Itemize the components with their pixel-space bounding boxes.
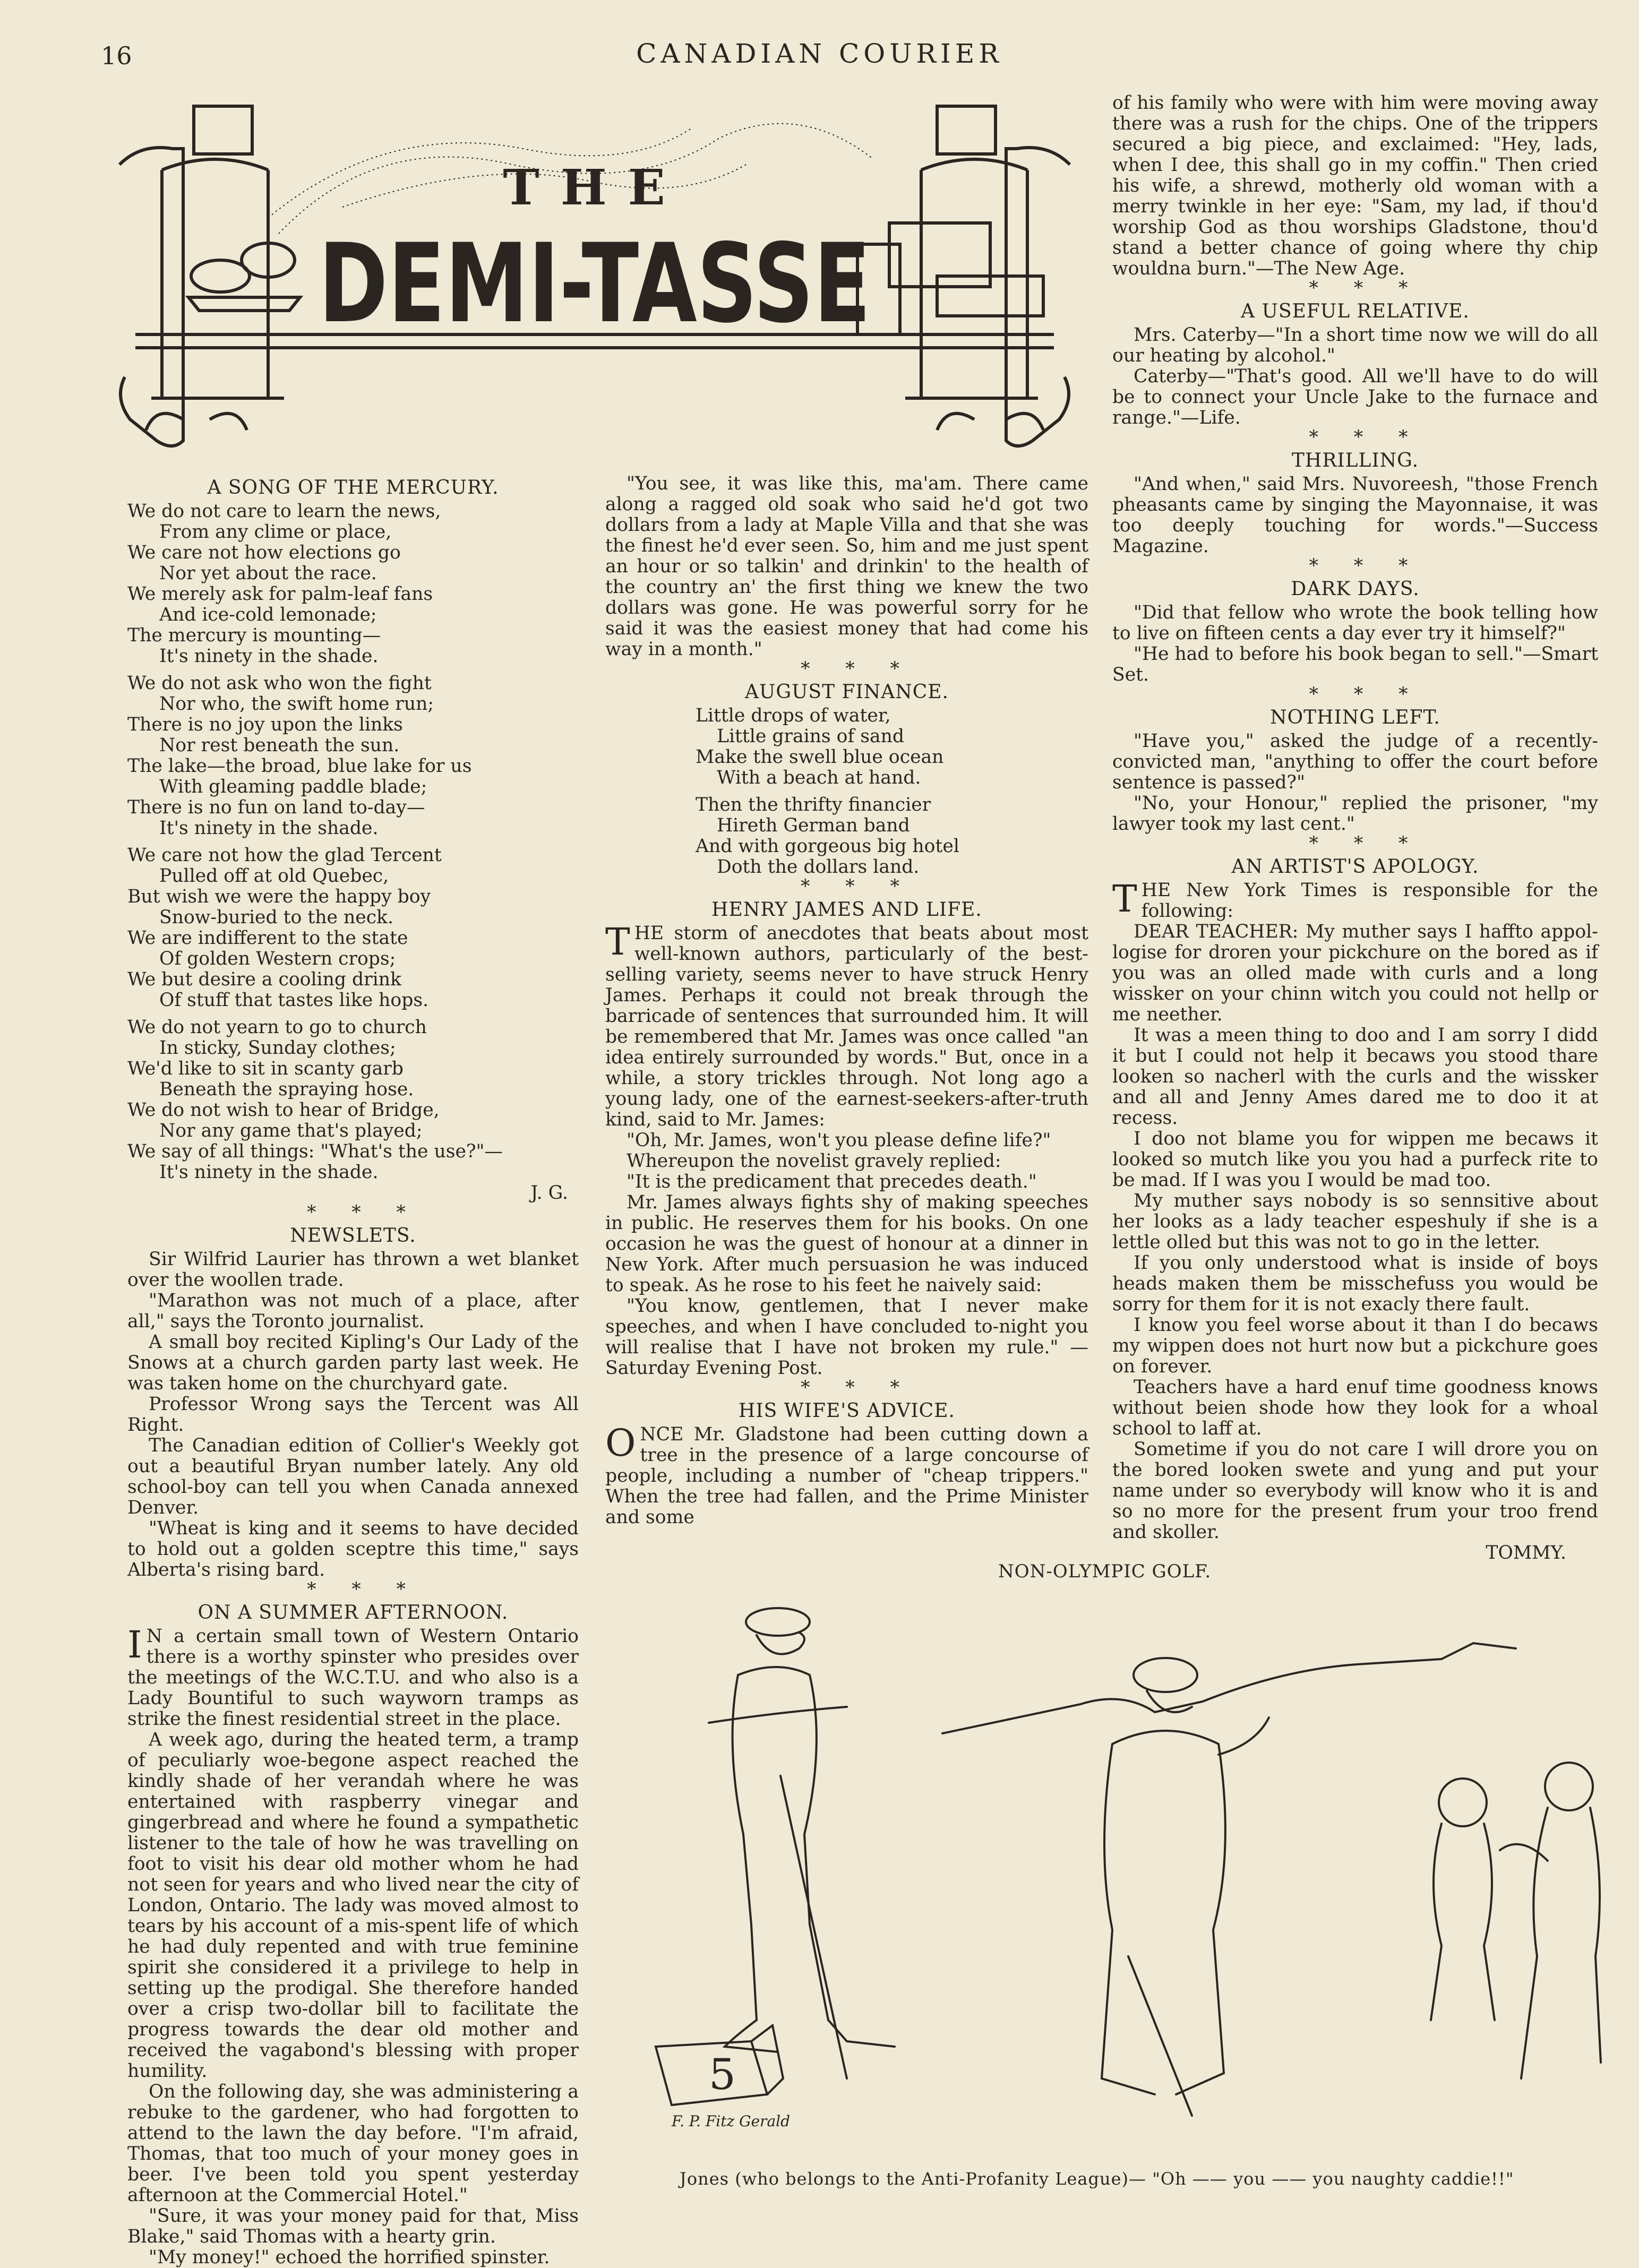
verse-line: Little grains of sand <box>717 726 905 747</box>
artist-intro <box>1112 877 1598 922</box>
song-title: A SONG OF THE MERCURY. <box>207 477 499 499</box>
newslet-item: "Wheat is king and it seems to have decided to hold out a golden sceptre this time," says Alberta's rising bard. <box>127 1518 579 1580</box>
artist-paragraph: DEAR TEACHER: My muther says I haffto appol-logise for droren your pickchure on the bored as if you was an olled made with curls and a long wissker on your chinn witch you could not hellp or me neether. <box>1112 921 1598 1025</box>
useful-paragraph: Mrs. Caterby—"In a short time now we will do all our heating by alcohol." <box>1112 324 1598 366</box>
verse-line: Of stuff that tastes like hops. <box>159 990 429 1011</box>
verse-line: We merely ask for palm-leaf fans <box>127 583 433 605</box>
verse-line: Hireth German band <box>717 815 910 836</box>
wife-paragraph <box>605 1421 1088 1528</box>
verse-line: But wish we were the happy boy <box>127 886 431 907</box>
running-title: CANADIAN COURIER <box>636 38 1003 69</box>
song-verse <box>127 501 579 1183</box>
section-separator: * * * <box>1309 555 1423 577</box>
verse-line: Nor any game that's played; <box>159 1120 423 1141</box>
verse-line: Snow-buried to the neck. <box>159 907 394 928</box>
verse-line: There is no fun on land to-day— <box>127 797 425 818</box>
useful-title: A USEFUL RELATIVE. <box>1241 300 1470 322</box>
wife-title: HIS WIFE'S ADVICE. <box>739 1400 955 1422</box>
artist-title: AN ARTIST'S APOLOGY. <box>1231 856 1479 878</box>
stanza <box>127 1017 579 1183</box>
henry-paragraph: "It is the predicament that precedes death." <box>627 1171 1037 1192</box>
verse-line: And with gorgeous big hotel <box>696 836 959 857</box>
verse-line: We do not ask who won the fight <box>127 673 432 694</box>
summer-paragraph: A week ago, during the heated term, a tramp of peculiarly woe-begone aspect reached the kindly shade of her verandah where he was entertained with raspberry vinegar and gingerbread and where he found a sympathetic listener to the tale of how he was travelling on foot to visit his dear old mother whom he had not seen for years and who lived near the city of London, Ontario. The lady was moved almost to tears by his account of a mis-spent life of which he had duly repented and with true feminine spirit she considered it a privilege to help in setting up the prodigal. She therefore handed over a crisp two-dollar bill to facilitate the progress towards the dear old mother and received the vagabond's blessing with proper humility. <box>127 1729 579 2082</box>
verse-line: We care not how the glad Tercent <box>127 845 442 866</box>
henry-paragraph <box>605 920 1088 1130</box>
artist-signature: TOMMY. <box>1486 1542 1566 1563</box>
henry-paragraph: "You know, gentlemen, that I never make speeches, and when I have concluded to-night you will realise that I have not broken my rule." — Saturday Evening Post. <box>605 1295 1088 1379</box>
verse-line: We but desire a cooling drink <box>127 969 401 990</box>
henry-title: HENRY JAMES AND LIFE. <box>711 899 982 921</box>
summer-title: ON A SUMMER AFTERNOON. <box>198 1602 509 1623</box>
newslet-item: Professor Wrong says the Tercent was All Right. <box>127 1394 579 1436</box>
verse-line: In sticky, Sunday clothes; <box>159 1037 396 1059</box>
artist-signature-cartoon: F. P. Fitz Gerald <box>672 2112 791 2130</box>
drop-cap: T <box>1112 877 1137 921</box>
song-signature: J. G. <box>530 1182 568 1204</box>
stanza <box>127 673 579 839</box>
stanza <box>696 795 1088 878</box>
wife-text: NCE Mr. Gladstone had been cutting down a tree in the presence of a large concourse of people, including a number of "cheap trippers." When the tree had fallen, and the Prime Minister and some <box>605 1424 1088 1528</box>
stanza <box>696 706 1088 788</box>
cartoon-caption: Jones (who belongs to the Anti-Profanity League)— "Oh —— you —— you naughty caddie!!" <box>680 2169 1514 2189</box>
artist-paragraph: If you only understood what is inside of boys heads maken them be misschefuss you would be sorry for them for it is not exacly there fault. <box>1112 1252 1598 1315</box>
verse-line: Little drops of water, <box>696 705 891 726</box>
banner-the: THE <box>503 159 687 216</box>
newslets-title: NEWSLETS. <box>290 1225 416 1247</box>
henry-paragraph: Whereupon the novelist gravely replied: <box>627 1150 1001 1172</box>
verse-line: There is no joy upon the links <box>127 714 403 735</box>
verse-line: Nor yet about the race. <box>159 563 377 584</box>
verse-line: We do not care to learn the news, <box>127 501 441 522</box>
demi-tasse-banner <box>109 101 1080 462</box>
column-2 <box>605 474 1088 1528</box>
verse-line: It's ninety in the shade. <box>159 646 379 667</box>
verse-line: Doth the dollars land. <box>717 856 920 878</box>
useful-paragraph: Caterby—"That's good. All we'll have to do will be to connect your Uncle Jake to the furnace and range."—Life. <box>1112 366 1598 428</box>
section-separator: * * * <box>1309 833 1423 854</box>
henry-text: HE storm of anecdotes that beats about most well-known authors, particularly of the best-selling variety, seems never to have struck Henry James. Perhaps it could not break through the barricade of sentences that surrounded him. It will be remembered that Mr. James was once called "an idea entirely surrounded by words." But, once in a while, a story trickles through. Not long ago a young lady, one of the earnest-seekers-after-truth kind, said to Mr. James: <box>605 923 1088 1130</box>
newslet-item: The Canadian edition of Collier's Weekly got out a beautiful Bryan number lately. Any old school-boy can tell you when Canada annexed Denver. <box>127 1435 579 1518</box>
column-3 <box>1112 93 1598 1563</box>
golf-cartoon <box>645 1585 1627 2147</box>
august-title: AUGUST FINANCE. <box>744 681 949 703</box>
column-1 <box>127 474 579 2268</box>
stanza <box>127 845 579 1011</box>
artist-paragraph: It was a meen thing to doo and I am sorry I didd it but I could not help it becaws you stood thare looken so nacherl with the curls and the wissker and all and Jenny Ames dared me to doo it at recess. <box>1112 1025 1598 1129</box>
verse-line: Of golden Western crops; <box>159 948 396 969</box>
verse-line: The mercury is mounting— <box>127 625 381 646</box>
wife-continued: of his family who were with him were moving away there was a rush for the chips. One of the trippers secured a big piece, and exclaimed: "Hey, lads, when I dee, this shall go in my coffin." Then cried his wife, a shrewd, motherly old woman with a merry twinkle in her eye: "Sam, my lad, if thou'd worship God as thou worships Gladstone, thou'd stand a better chance of going where thy chip wouldna burn."—The New Age. <box>1112 92 1598 279</box>
nothing-paragraph: "No, your Honour," replied the prisoner, "my lawyer took my last cent." <box>1112 793 1598 835</box>
artist-paragraph: Sometime if you do not care I will drore you on the bored looken swete and yung and put your name under so everybody will know who it is and so no more for the present frum your troo frend and skoller. <box>1112 1439 1598 1543</box>
thrilling-paragraph: "And when," said Mrs. Nuvoreesh, "those French pheasants came by singing the Mayonnaise, it was too deeply touching for words."—Success Magazine. <box>1112 474 1598 557</box>
artist-paragraph: My muther says nobody is so sennsitive about her looks as a lady teacher espeshuly if she is a lettle olled but this was not to go in the letter. <box>1112 1190 1598 1253</box>
summer-paragraph: "My money!" echoed the horrified spinster. <box>149 2247 550 2268</box>
august-verse <box>605 706 1088 878</box>
verse-line: From any clime or place, <box>159 521 392 543</box>
summer-paragraph <box>127 1623 579 1730</box>
verse-line: It's ninety in the shade. <box>159 1162 379 1183</box>
banner-demi-tasse: DEMI-TASSE <box>319 221 871 347</box>
summer-paragraph: On the following day, she was administering a rebuke to the gardener, who had forgotten to attend to the lawn the day before. "I'm afraid, Thomas, that too much of your money goes in beer. I've been told you spent yesterday afternoon at the Commercial Hotel." <box>127 2081 579 2206</box>
summer-text: N a certain small town of Western Ontario there is a worthy spinster who presides over the meetings of the W.C.T.U. and who also is a Lady Bountiful to such wayworn tramps as strike the finest residential street in the place. <box>127 1626 579 1730</box>
verse-line: And ice-cold lemonade; <box>159 604 377 625</box>
verse-line: Beneath the spraying hose. <box>159 1079 414 1100</box>
tee-box-number: 5 <box>709 2050 736 2099</box>
newslet-item: Sir Wilfrid Laurier has thrown a wet blanket over the woollen trade. <box>127 1249 579 1291</box>
henry-paragraph: Mr. James always fights shy of making speeches in public. He reserves them for his books. On one occasion he was the guest of honour at a dinner in New York. After much persuasion he was induced to speak. As he rose to his feet he naively said: <box>605 1192 1088 1296</box>
verse-line: We do not yearn to go to church <box>127 1017 427 1038</box>
artist-paragraph: Teachers have a hard enuf time goodness knows without beien shode how they look for a whoal school to laff at. <box>1112 1377 1598 1439</box>
verse-line: Nor rest beneath the sun. <box>159 735 400 756</box>
drop-cap: O <box>605 1421 636 1465</box>
section-separator: * * * <box>801 876 914 897</box>
section-separator: * * * <box>1309 684 1423 705</box>
thrilling-title: THRILLING. <box>1291 450 1419 471</box>
cartoon-title: NON-OLYMPIC GOLF. <box>998 1561 1212 1582</box>
summer-paragraph: "Sure, it was your money paid for that, Miss Blake," said Thomas with a hearty grin. <box>127 2205 579 2247</box>
verse-line: Then the thrifty financier <box>696 794 931 815</box>
newslet-item: "Marathon was not much of a place, after all," says the Toronto journalist. <box>127 1290 579 1332</box>
section-separator: * * * <box>307 1579 421 1600</box>
verse-line: It's ninety in the shade. <box>159 818 379 839</box>
nothing-paragraph: "Have you," asked the judge of a recently-convicted man, "anything to offer the court before sentence is passed?" <box>1112 731 1598 793</box>
artist-paragraph: I know you feel worse about it than I do becaws my wippen does not hurt now but a pickchure goes on forever. <box>1112 1315 1598 1377</box>
section-separator: * * * <box>1309 278 1423 299</box>
section-separator: * * * <box>801 1377 914 1398</box>
verse-line: Pulled off at old Quebec, <box>159 865 389 887</box>
verse-line: We say of all things: "What's the use?"— <box>127 1141 503 1162</box>
dark-paragraph: "He had to before his book began to sell."—Smart Set. <box>1112 643 1598 685</box>
newslet-item: A small boy recited Kipling's Our Lady of the Snows at a church garden party last week. He was taken home on the churchyard gate. <box>127 1331 579 1394</box>
drop-cap: T <box>605 920 630 964</box>
verse-line: With gleaming paddle blade; <box>159 776 427 797</box>
verse-line: We are indifferent to the state <box>127 927 408 949</box>
summer-continued: "You see, it was like this, ma'am. There came along a ragged old soak who said he'd got two dollars from a lady at Maple Villa and that she was the finest he'd ever seen. So, him and me just spent an hour or so talkin' and drinkin' to the health of the country an' the first thing we knew the two dollars was gone. He was powerful sorry for he said it was the easiest money that had come his way in a month." <box>605 473 1088 660</box>
page-number: 16 <box>101 41 132 70</box>
verse-line: We'd like to sit in scanty garb <box>127 1058 404 1079</box>
nothing-title: NOTHING LEFT. <box>1270 707 1440 728</box>
drop-cap: I <box>127 1623 142 1666</box>
section-separator: * * * <box>801 658 914 680</box>
verse-line: With a beach at hand. <box>717 767 921 788</box>
verse-line: We do not wish to hear of Bridge, <box>127 1099 440 1121</box>
verse-line: Make the swell blue ocean <box>696 746 944 768</box>
dark-paragraph: "Did that fellow who wrote the book telling how to live on fifteen cents a day ever try it himself?" <box>1112 602 1598 644</box>
verse-line: The lake—the broad, blue lake for us <box>127 755 472 777</box>
verse-line: Nor who, the swift home run; <box>159 693 434 715</box>
dark-title: DARK DAYS. <box>1291 578 1420 600</box>
verse-line: We care not how elections go <box>127 542 401 563</box>
henry-paragraph: "Oh, Mr. James, won't you please define life?" <box>627 1130 1051 1151</box>
stanza <box>127 501 579 667</box>
section-separator: * * * <box>1309 427 1423 448</box>
section-separator: * * * <box>307 1202 421 1223</box>
artist-intro-text: HE New York Times is responsible for the following: <box>1141 880 1598 922</box>
artist-paragraph: I doo not blame you for wippen me becaws it looked so mutch like you you had a purfeck rite to be mad. If I was you I would be mad too. <box>1112 1128 1598 1191</box>
